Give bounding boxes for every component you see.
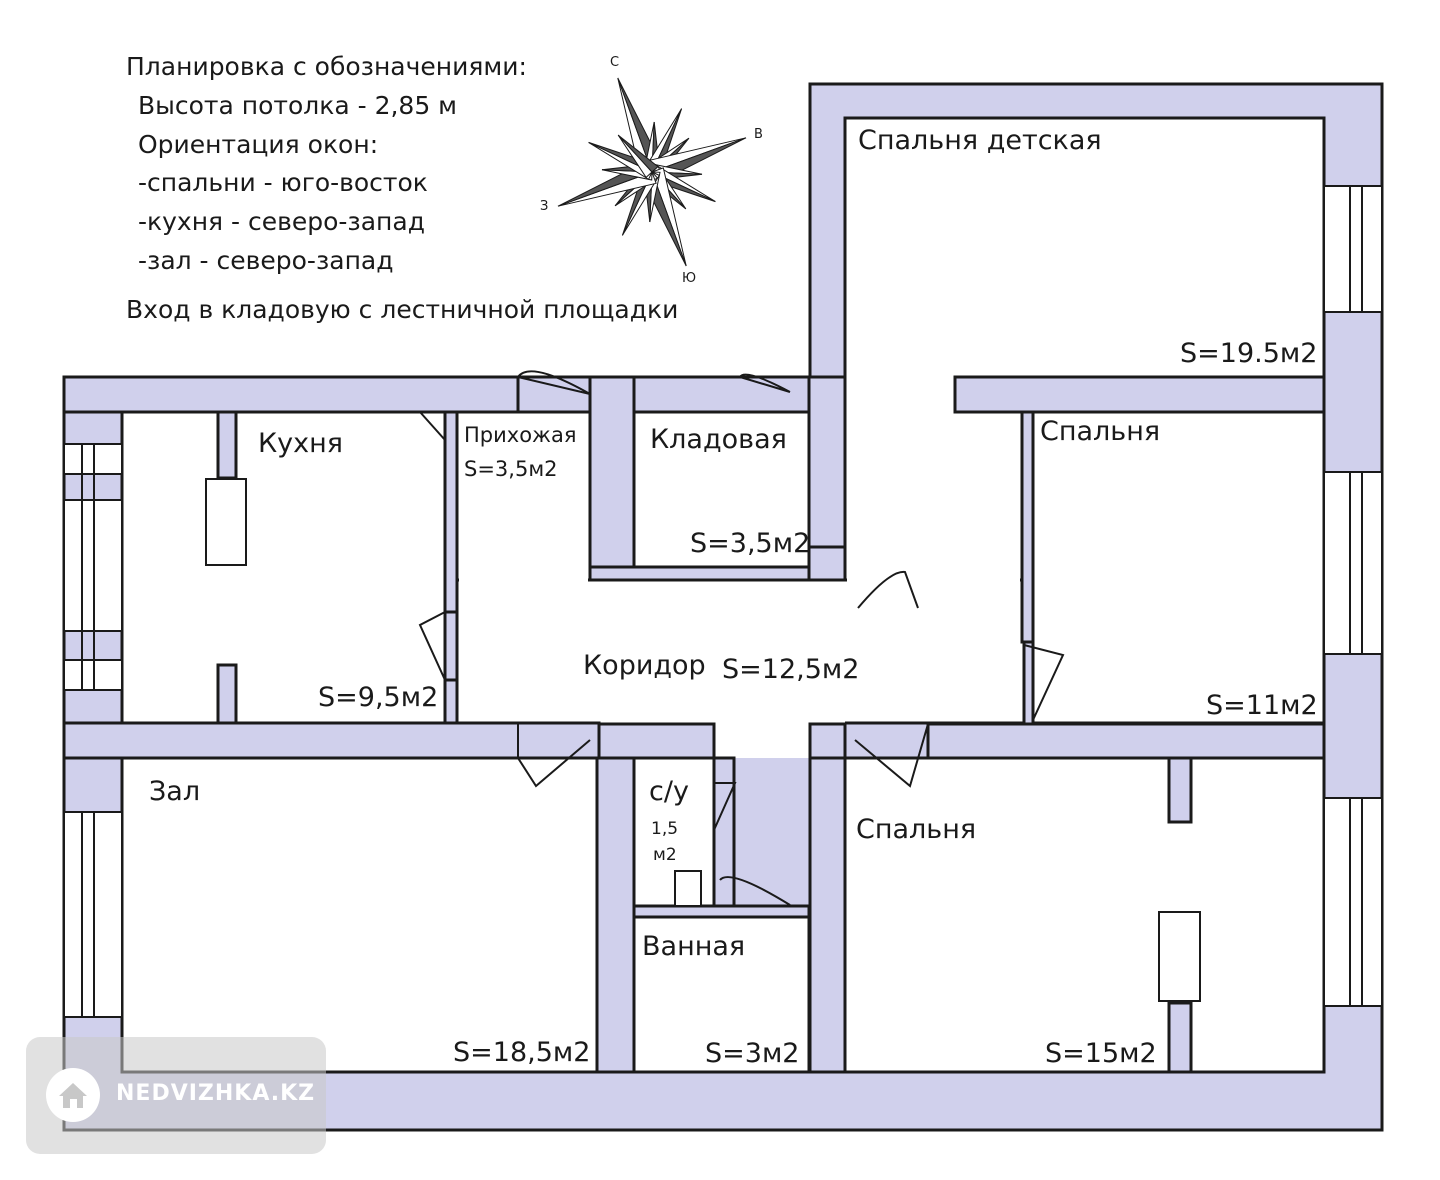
bedroom-vent-shaft <box>1159 912 1200 1001</box>
storage-area: S=3,5м2 <box>690 528 811 559</box>
wc-area-value: 1,5 <box>651 819 679 839</box>
bedroom-middle-area: S=11м2 <box>1206 690 1318 721</box>
entry-area: S=3,5м2 <box>464 457 558 481</box>
bedroom-middle-window <box>1324 472 1382 654</box>
notes-storage-entry: Вход в кладовую с лестничной площадки <box>126 294 679 324</box>
entry-name: Прихожая <box>464 423 577 447</box>
bedroom-middle-name: Спальня <box>1040 416 1161 447</box>
house-icon <box>46 1068 100 1122</box>
watermark-text: NEDVIZHKA.KZ <box>116 1081 316 1106</box>
kids-bedroom-name: Спальня детская <box>858 125 1102 156</box>
compass-north: С <box>610 55 620 70</box>
kitchen-vent-shaft <box>206 479 246 565</box>
bedroom-bottom-area: S=15м2 <box>1045 1038 1157 1069</box>
hall-name: Зал <box>149 776 201 807</box>
bathroom-name: Ванная <box>642 931 746 962</box>
bedroom-middle-room <box>1033 412 1324 723</box>
notes-windows-kitchen: -кухня - северо-запад <box>138 207 425 237</box>
notes-title: Планировка с обозначениями: <box>126 52 527 81</box>
corridor-area: S=12,5м2 <box>722 654 860 685</box>
bathroom-area: S=3м2 <box>705 1038 800 1069</box>
kitchen-name: Кухня <box>258 428 344 459</box>
storage-name: Кладовая <box>650 424 787 455</box>
notes-windows-hall: -зал - северо-запад <box>138 245 394 275</box>
compass-west: З <box>540 199 549 214</box>
compass-south: Ю <box>682 271 697 286</box>
kids-window <box>1324 186 1382 312</box>
kitchen-area: S=9,5м2 <box>318 682 439 713</box>
notes-ceiling: Высота потолка - 2,85 м <box>138 90 458 120</box>
kids-bedroom-area: S=19.5м2 <box>1180 338 1318 369</box>
bedroom-bottom-window <box>1324 798 1382 1006</box>
notes-windows-heading: Ориентация окон: <box>138 129 379 159</box>
plan-notes <box>126 48 678 330</box>
compass-east: В <box>754 127 763 142</box>
bedroom-bottom-name: Спальня <box>856 814 977 845</box>
bedroom-bottom-room <box>845 758 1324 1072</box>
wc-toilet <box>675 871 701 906</box>
wc-name: с/у <box>649 776 689 807</box>
corridor-name: Коридор <box>583 650 706 681</box>
watermark <box>26 1037 326 1154</box>
notes-windows-bedrooms: -спальни - юго-восток <box>138 168 428 198</box>
wc-area-unit: м2 <box>653 845 677 865</box>
hall-area: S=18,5м2 <box>453 1037 591 1068</box>
